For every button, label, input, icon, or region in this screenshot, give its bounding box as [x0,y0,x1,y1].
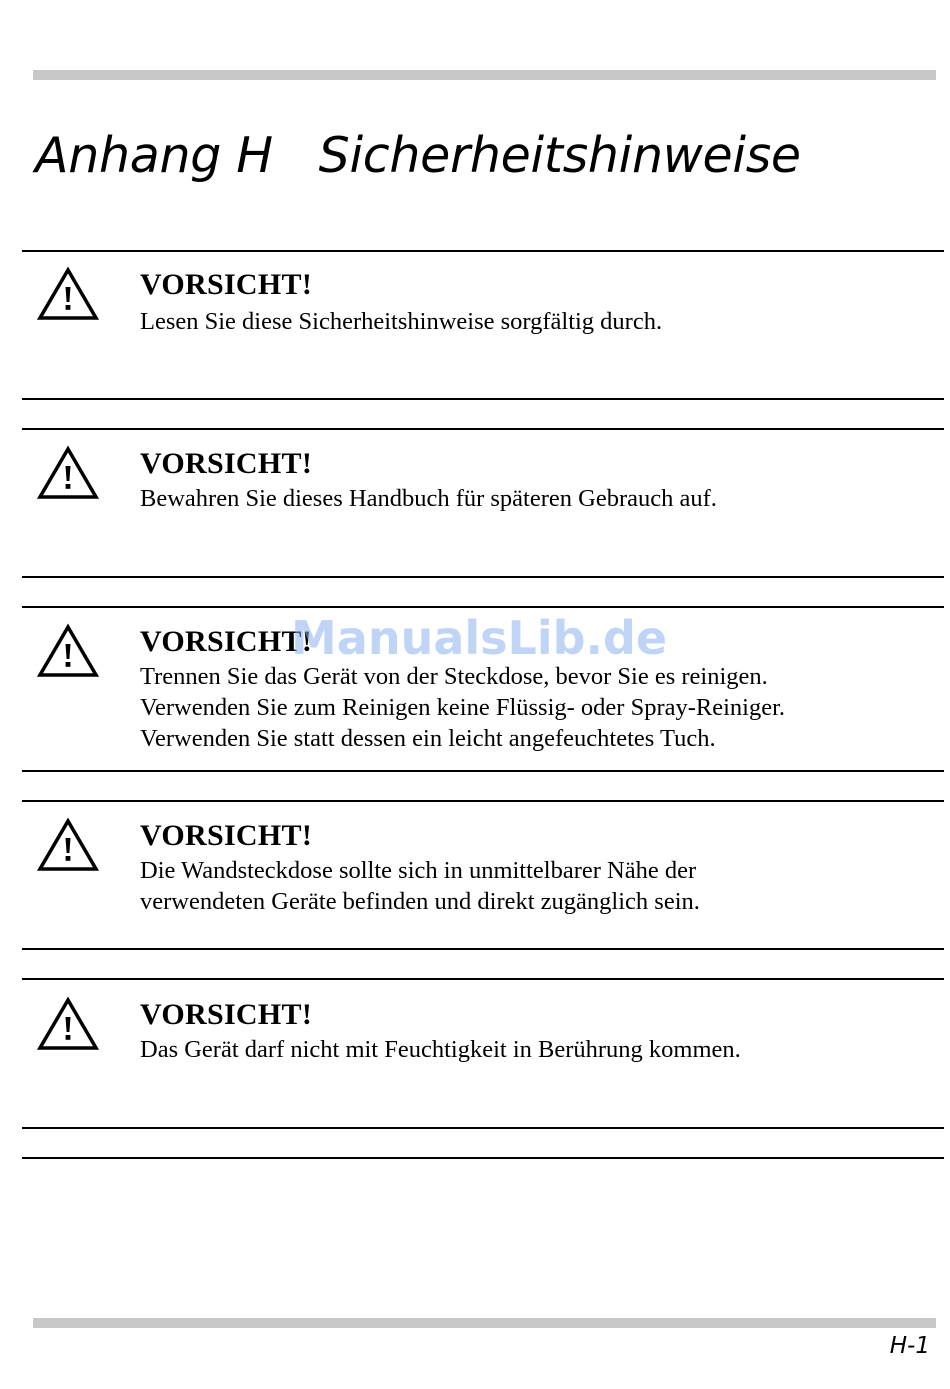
divider [22,978,944,980]
warning-text: Lesen Sie diese Sicherheitshinweise sorgfältig durch. [140,308,663,335]
warning-triangle-icon [37,817,99,873]
page-number: H-1 [889,1333,930,1359]
divider [22,800,944,802]
warning-triangle-icon [37,623,99,679]
warning-triangle-icon [37,996,99,1052]
warning-text: Trennen Sie das Gerät von der Steckdose, bevor Sie es reinigen. Verwenden Sie zum Reinigen keine Flüssig- oder Spray-Reiniger. Verwenden Sie statt dessen ein leicht angefeuchtetes Tuch. [140,663,786,752]
warning-heading: VORSICHT! [140,819,313,852]
divider [22,398,944,400]
divider [22,576,944,578]
divider [22,1157,944,1159]
warning-text: Das Gerät darf nicht mit Feuchtigkeit in Berührung kommen. [140,1036,741,1063]
divider [22,428,944,430]
warning-heading: VORSICHT! [140,268,313,301]
warning-triangle-icon [37,445,99,501]
divider [22,606,944,608]
header-bar [33,70,936,80]
divider [22,1127,944,1129]
warning-heading: VORSICHT! [140,447,313,480]
page-title: Anhang H Sicherheitshinweise [35,127,801,184]
divider [22,250,944,252]
warning-heading: VORSICHT! [140,625,313,658]
warning-text: Die Wandsteckdose sollte sich in unmittelbarer Nähe der verwendeten Geräte befinden und direkt zugänglich sein. [140,857,700,915]
divider [22,948,944,950]
warning-text: Bewahren Sie dieses Handbuch für späteren Gebrauch auf. [140,485,717,512]
watermark: ManualsLib.de [291,611,668,665]
warning-heading: VORSICHT! [140,998,313,1031]
divider [22,770,944,772]
warning-triangle-icon [37,266,99,322]
footer-bar [33,1318,936,1328]
